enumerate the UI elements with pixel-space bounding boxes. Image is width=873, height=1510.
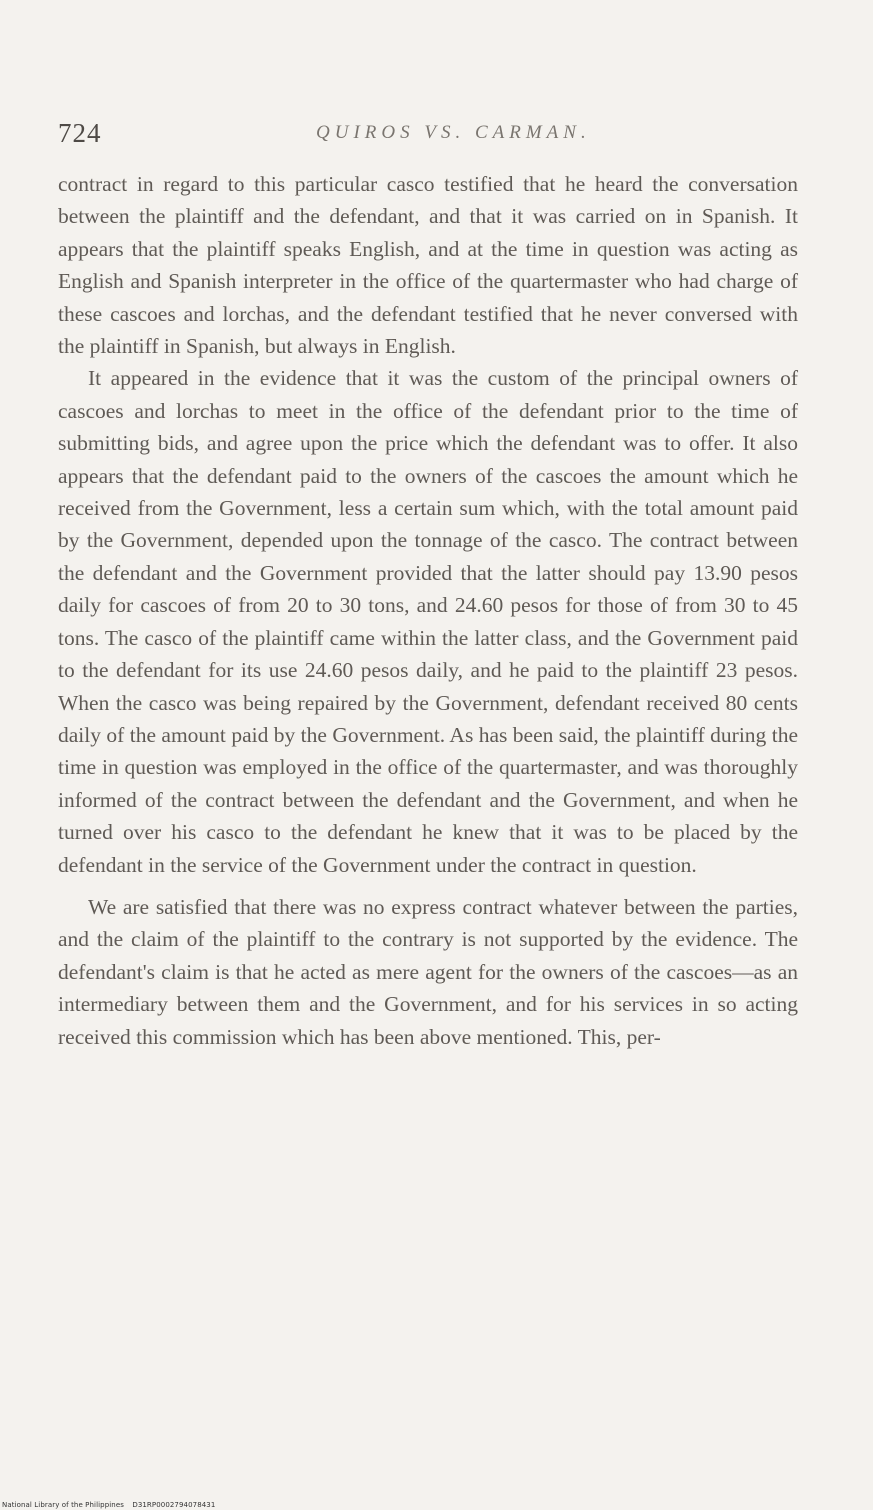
page-header (58, 118, 798, 148)
page-number: 724 (58, 118, 102, 148)
footer-attribution (2, 1501, 215, 1509)
footer-identifier: D31RP0002794078431 (132, 1501, 216, 1509)
running-head: QUIROS VS. CARMAN. (316, 122, 591, 143)
paragraph-conclusion: We are satisfied that there was no express contract whatever between the parties, and the claim of the plaintiff to the contrary is not supported by the evidence. The defendant's claim is that he acted as mere agent for the owners of the cascoes—as an intermediary between them and the Government, and for his services in so acting received this commission which has been above mentioned. This, per- (58, 894, 798, 1049)
body-text (58, 168, 798, 1053)
paragraph-continuation: contract in regard to this particular casco testified that he heard the conversation between the plaintiff and the defendant, and that it was carried on in Spanish. It appears that the plaintiff speaks English, and at the time in question was acting as English and Spanish interpreter in the office of the quartermaster who had charge of these cascoes and lorchas, and the defendant testified that he never conversed with the plaintiff in Spanish, but always in English. (58, 172, 798, 359)
paragraph-evidence: It appeared in the evidence that it was the custom of the principal owners of cascoes and lorchas to meet in the office of the defendant prior to the time of submitting bids, and agree upon the price which the defendant was to offer. It also appears that the defendant paid to the owners of the cascoes the amount which he received from the Government, less a certain sum which, with the total amount paid by the Government, depended upon the tonnage of the casco. The contract between the defendant and the Government provided that the latter should pay 13.90 pesos daily for cascoes of from 20 to 30 tons, and 24.60 pesos for those of from 30 to 45 tons. The casco of the plaintiff came within the latter class, and the Government paid to the defendant for its use 24.60 pesos daily, and he paid to the plaintiff 23 pesos. When the casco was being repaired by the Government, defendant received 80 cents daily of the amount paid by the Government. As has been said, the plaintiff during the time in question was employed in the office of the quartermaster, and was thoroughly informed of the contract between the defendant and the Government, and when he turned over his casco to the defendant he knew that it was to be placed by the defendant in the service of the Government under the contract in question. (58, 366, 798, 877)
footer-library: National Library of the Philippines (2, 1501, 124, 1509)
